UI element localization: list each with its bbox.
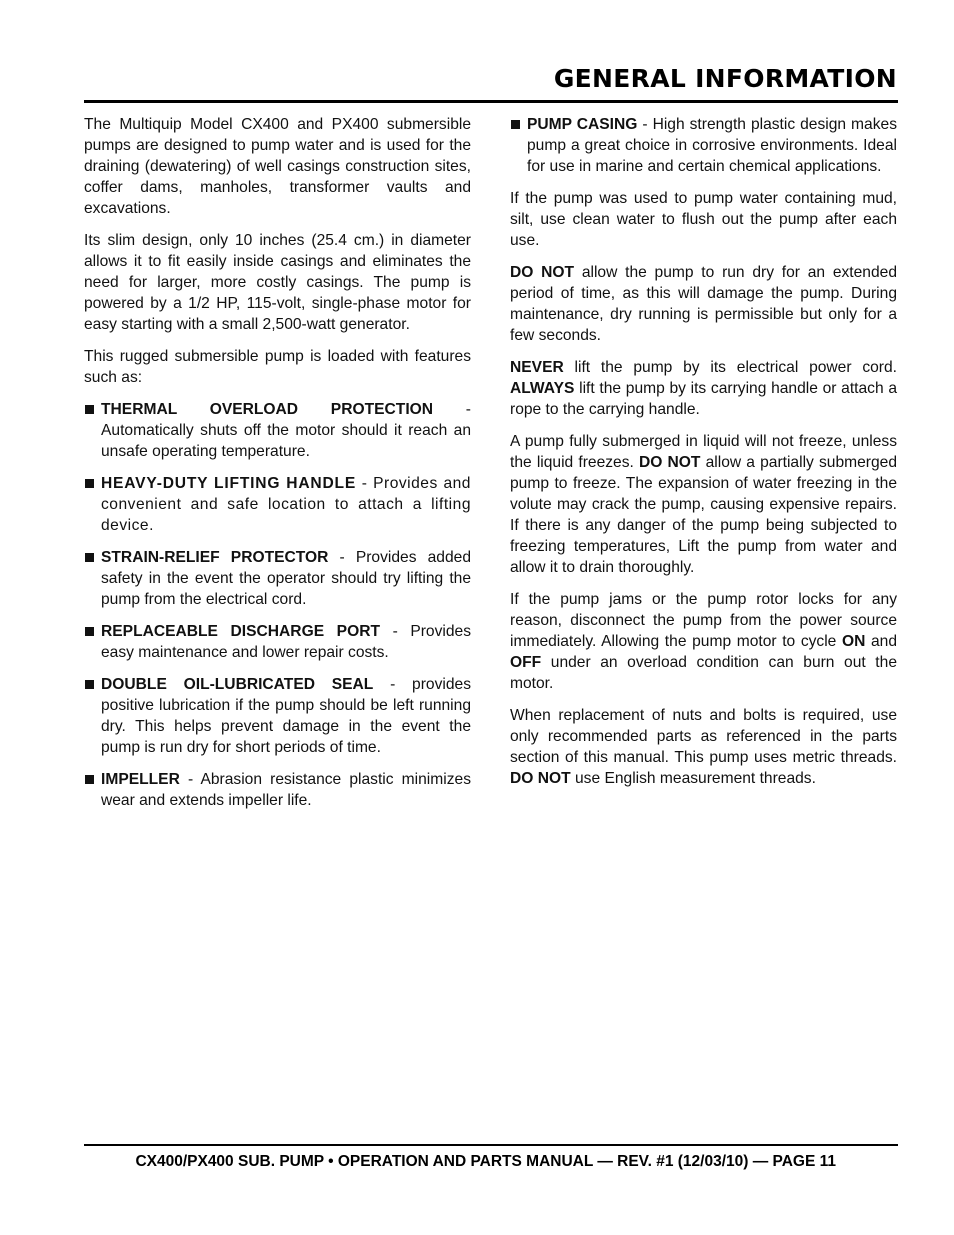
body-text: lift the pump by its electrical power cord. bbox=[563, 359, 897, 376]
body-text: allow a partially submerged pump to freeze. The expansion of water freezing in the volute may crack the pump, causing expensive repairs. If there is any danger of the pump being subjected to freezing temperatures, Lift the pump from water and allow it to drain thoroughly. bbox=[510, 454, 897, 576]
flush-paragraph: If the pump was used to pump water containing mud, silt, use clean water to flush out the pump after each use. bbox=[510, 190, 897, 249]
feature-item bbox=[510, 114, 897, 177]
feature-item bbox=[84, 547, 471, 610]
feature-desc: - High strength plastic design makes pump a great choice in corrosive environments. Ideal for use in marine and certain chemical applications. bbox=[527, 116, 897, 175]
emphasis-text: OFF bbox=[510, 654, 542, 671]
feature-item bbox=[84, 674, 471, 758]
feature-term: THERMAL OVERLOAD PROTECTION bbox=[101, 401, 434, 418]
square-bullet-icon bbox=[85, 553, 94, 562]
warning-text: DO NOT bbox=[510, 264, 575, 281]
header-rule bbox=[84, 100, 898, 103]
body-text: and bbox=[865, 633, 897, 650]
page-footer: CX400/PX400 SUB. PUMP • OPERATION AND PARTS MANUAL — REV. #1 (12/03/10) — PAGE 11 bbox=[135, 1153, 836, 1170]
feature-desc: - Provides easy maintenance and lower repair costs. bbox=[101, 623, 472, 661]
feature-item bbox=[84, 473, 471, 536]
page-title: GENERAL INFORMATION bbox=[553, 64, 897, 93]
feature-desc: - Automatically shuts off the motor should it reach an unsafe operating temperature. bbox=[101, 401, 471, 460]
feature-item bbox=[84, 769, 471, 811]
square-bullet-icon bbox=[85, 479, 94, 488]
feature-term: DOUBLE OIL-LUBRICATED SEAL bbox=[101, 676, 374, 693]
warning-text: NEVER bbox=[510, 359, 564, 376]
body-text: If the pump jams or the pump rotor locks for any reason, disconnect the pump from the power source immediately. Allowing the pump motor to cycle bbox=[510, 591, 897, 650]
feature-term: PUMP CASING bbox=[527, 116, 638, 133]
jam-paragraph bbox=[510, 589, 897, 694]
dry-run-paragraph bbox=[510, 262, 897, 346]
features-intro: This rugged submersible pump is loaded with features such as: bbox=[84, 348, 471, 386]
square-bullet-icon bbox=[511, 120, 520, 129]
replacement-paragraph bbox=[510, 705, 897, 789]
feature-term: IMPELLER bbox=[101, 771, 180, 788]
lifting-paragraph bbox=[510, 357, 897, 420]
feature-list-continued bbox=[510, 114, 897, 177]
intro-paragraph: The Multiquip Model CX400 and PX400 submersible pumps are designed to pump water and is used for the draining (dewatering) of well casings construction sites, coffer dams, manholes, transformer vaults and excavations. bbox=[84, 116, 471, 217]
feature-list bbox=[84, 399, 471, 811]
square-bullet-icon bbox=[85, 405, 94, 414]
feature-term: STRAIN-RELIEF PROTECTOR bbox=[101, 549, 329, 566]
body-text: allow the pump to run dry for an extended period of time, as this will damage the pump. During maintenance, dry running is permissible but only for a few seconds. bbox=[510, 264, 897, 344]
body-text: When replacement of nuts and bolts is required, use only recommended parts as referenced in the parts section of this manual. This pump uses metric threads. bbox=[510, 707, 897, 766]
footer-rule bbox=[84, 1144, 898, 1146]
body-text: A pump fully submerged in liquid will not freeze, unless the liquid freezes. bbox=[510, 433, 897, 471]
body-text: use English measurement threads. bbox=[570, 770, 816, 787]
freezing-paragraph bbox=[510, 431, 897, 578]
body-text: under an overload condition can burn out the motor. bbox=[510, 654, 897, 692]
feature-desc: - Abrasion resistance plastic minimizes wear and extends impeller life. bbox=[101, 771, 471, 809]
warning-text: ALWAYS bbox=[510, 380, 575, 397]
warning-text: DO NOT bbox=[639, 454, 701, 471]
feature-item bbox=[84, 621, 471, 663]
square-bullet-icon bbox=[85, 627, 94, 636]
feature-term: HEAVY-DUTY LIFTING HANDLE bbox=[101, 475, 357, 492]
right-column bbox=[510, 114, 897, 800]
left-column bbox=[84, 114, 471, 822]
feature-item bbox=[84, 399, 471, 462]
emphasis-text: ON bbox=[841, 633, 866, 650]
feature-desc: - provides positive lubrication if the pump should be left running dry. This helps prevent damage in the event the pump is run dry for short periods of time. bbox=[101, 676, 471, 756]
feature-desc: - Provides added safety in the event the operator should try lifting the pump from the electrical cord. bbox=[101, 549, 471, 608]
square-bullet-icon bbox=[85, 680, 94, 689]
design-paragraph: Its slim design, only 10 inches (25.4 cm.) in diameter allows it to fit easily inside casings and eliminates the need for larger, more costly casings. The pump is powered by a 1/2 HP, 115-volt, single-phase motor for easy starting with a small 2,500-watt generator. bbox=[84, 232, 471, 333]
body-text: lift the pump by its carrying handle or attach a rope to the carrying handle. bbox=[510, 380, 897, 418]
square-bullet-icon bbox=[85, 775, 94, 784]
feature-term: REPLACEABLE DISCHARGE PORT bbox=[101, 623, 380, 640]
feature-desc: - Provides and convenient and safe location to attach a lifting device. bbox=[101, 475, 471, 534]
warning-text: DO NOT bbox=[510, 770, 571, 787]
